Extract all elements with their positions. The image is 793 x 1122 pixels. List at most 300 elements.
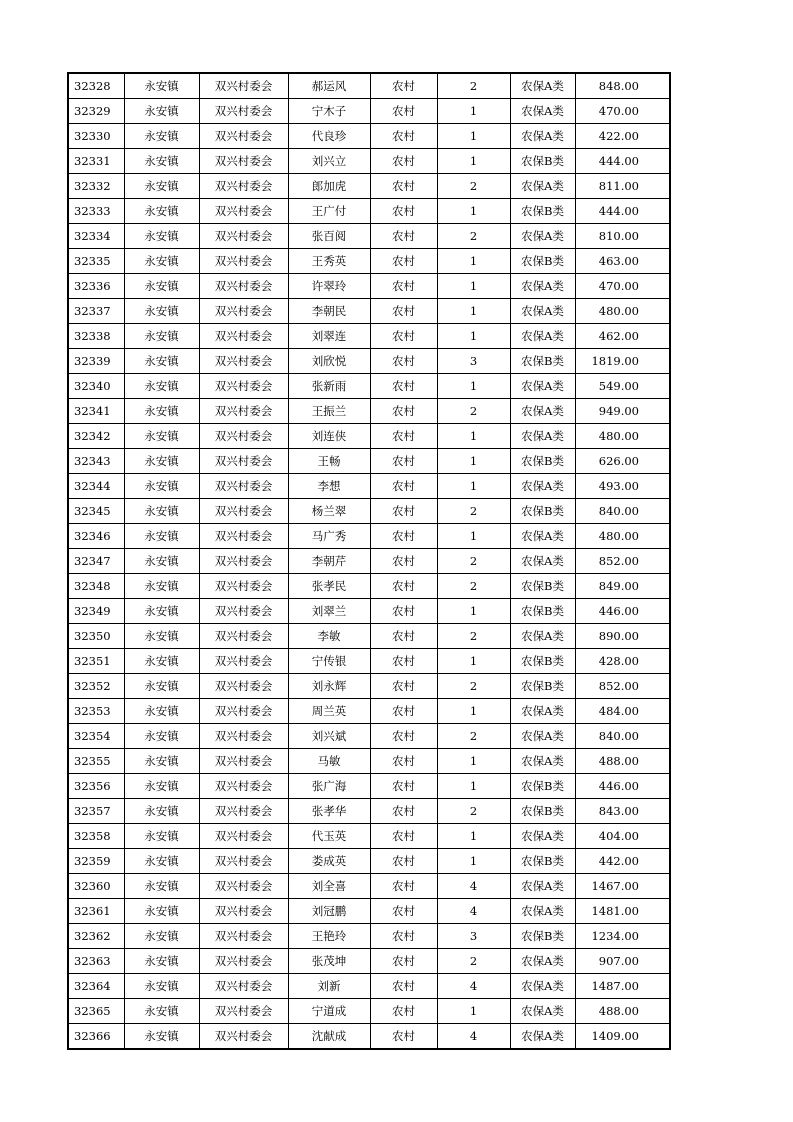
- village-committee-cell: 双兴村委会: [199, 99, 288, 124]
- area-cell: 农村: [370, 224, 437, 249]
- village-committee-cell: 双兴村委会: [199, 774, 288, 799]
- area-cell: 农村: [370, 549, 437, 574]
- insurance-category-cell: 农保A类: [510, 974, 575, 999]
- town-cell: 永安镇: [124, 399, 199, 424]
- village-committee-cell: 双兴村委会: [199, 274, 288, 299]
- household-count-cell: 2: [437, 499, 510, 524]
- insurance-category-cell: 农保A类: [510, 724, 575, 749]
- name-cell: 王畅: [288, 449, 370, 474]
- table-row: [68, 674, 670, 699]
- household-count-cell: 1: [437, 149, 510, 174]
- table-row: [68, 549, 670, 574]
- town-cell: 永安镇: [124, 524, 199, 549]
- village-committee-cell: 双兴村委会: [199, 174, 288, 199]
- town-cell: 永安镇: [124, 99, 199, 124]
- village-committee-cell: 双兴村委会: [199, 649, 288, 674]
- insurance-category-cell: 农保A类: [510, 374, 575, 399]
- name-cell: 刘翠连: [288, 324, 370, 349]
- village-committee-cell: 双兴村委会: [199, 924, 288, 949]
- area-cell: 农村: [370, 724, 437, 749]
- amount-cell: 949.00: [575, 399, 670, 424]
- amount-cell: 811.00: [575, 174, 670, 199]
- town-cell: 永安镇: [124, 874, 199, 899]
- table-row: [68, 824, 670, 849]
- table-row: [68, 924, 670, 949]
- amount-cell: 428.00: [575, 649, 670, 674]
- insurance-category-cell: 农保B类: [510, 349, 575, 374]
- amount-cell: 462.00: [575, 324, 670, 349]
- name-cell: 许翠玲: [288, 274, 370, 299]
- village-committee-cell: 双兴村委会: [199, 724, 288, 749]
- area-cell: 农村: [370, 124, 437, 149]
- name-cell: 李朝民: [288, 299, 370, 324]
- insurance-category-cell: 农保A类: [510, 174, 575, 199]
- area-cell: 农村: [370, 949, 437, 974]
- insurance-category-cell: 农保A类: [510, 124, 575, 149]
- town-cell: 永安镇: [124, 624, 199, 649]
- village-committee-cell: 双兴村委会: [199, 1024, 288, 1050]
- amount-cell: 444.00: [575, 149, 670, 174]
- record-id-cell: 32330: [68, 124, 124, 149]
- town-cell: 永安镇: [124, 749, 199, 774]
- amount-cell: 848.00: [575, 73, 670, 99]
- village-committee-cell: 双兴村委会: [199, 699, 288, 724]
- name-cell: 沈献成: [288, 1024, 370, 1050]
- table-row: [68, 574, 670, 599]
- village-committee-cell: 双兴村委会: [199, 549, 288, 574]
- area-cell: 农村: [370, 374, 437, 399]
- area-cell: 农村: [370, 499, 437, 524]
- name-cell: 王振兰: [288, 399, 370, 424]
- household-count-cell: 1: [437, 424, 510, 449]
- household-count-cell: 1: [437, 824, 510, 849]
- village-committee-cell: 双兴村委会: [199, 73, 288, 99]
- table-row: [68, 324, 670, 349]
- insurance-category-cell: 农保B类: [510, 149, 575, 174]
- table-row: [68, 699, 670, 724]
- amount-cell: 849.00: [575, 574, 670, 599]
- record-id-cell: 32357: [68, 799, 124, 824]
- town-cell: 永安镇: [124, 224, 199, 249]
- town-cell: 永安镇: [124, 574, 199, 599]
- record-id-cell: 32355: [68, 749, 124, 774]
- record-id-cell: 32364: [68, 974, 124, 999]
- town-cell: 永安镇: [124, 149, 199, 174]
- table-row: [68, 649, 670, 674]
- area-cell: 农村: [370, 274, 437, 299]
- amount-cell: 444.00: [575, 199, 670, 224]
- insurance-category-cell: 农保A类: [510, 324, 575, 349]
- town-cell: 永安镇: [124, 324, 199, 349]
- area-cell: 农村: [370, 924, 437, 949]
- name-cell: 娄成英: [288, 849, 370, 874]
- record-id-cell: 32350: [68, 624, 124, 649]
- insurance-category-cell: 农保A类: [510, 824, 575, 849]
- record-id-cell: 32358: [68, 824, 124, 849]
- insurance-category-cell: 农保A类: [510, 549, 575, 574]
- household-count-cell: 1: [437, 249, 510, 274]
- insurance-category-cell: 农保B类: [510, 449, 575, 474]
- insurance-category-cell: 农保B类: [510, 499, 575, 524]
- household-count-cell: 2: [437, 73, 510, 99]
- name-cell: 刘兴立: [288, 149, 370, 174]
- area-cell: 农村: [370, 649, 437, 674]
- record-id-cell: 32328: [68, 73, 124, 99]
- household-count-cell: 1: [437, 199, 510, 224]
- town-cell: 永安镇: [124, 73, 199, 99]
- town-cell: 永安镇: [124, 349, 199, 374]
- village-committee-cell: 双兴村委会: [199, 899, 288, 924]
- table-row: [68, 224, 670, 249]
- name-cell: 王广付: [288, 199, 370, 224]
- insurance-category-cell: 农保A类: [510, 699, 575, 724]
- table-row: [68, 599, 670, 624]
- town-cell: 永安镇: [124, 174, 199, 199]
- household-count-cell: 1: [437, 274, 510, 299]
- town-cell: 永安镇: [124, 699, 199, 724]
- town-cell: 永安镇: [124, 999, 199, 1024]
- record-id-cell: 32352: [68, 674, 124, 699]
- town-cell: 永安镇: [124, 724, 199, 749]
- record-id-cell: 32360: [68, 874, 124, 899]
- insurance-category-cell: 农保A类: [510, 399, 575, 424]
- town-cell: 永安镇: [124, 124, 199, 149]
- village-committee-cell: 双兴村委会: [199, 524, 288, 549]
- town-cell: 永安镇: [124, 1024, 199, 1050]
- record-id-cell: 32348: [68, 574, 124, 599]
- record-id-cell: 32345: [68, 499, 124, 524]
- household-count-cell: 4: [437, 874, 510, 899]
- record-id-cell: 32338: [68, 324, 124, 349]
- name-cell: 马敏: [288, 749, 370, 774]
- area-cell: 农村: [370, 749, 437, 774]
- village-committee-cell: 双兴村委会: [199, 499, 288, 524]
- town-cell: 永安镇: [124, 899, 199, 924]
- name-cell: 刘全喜: [288, 874, 370, 899]
- town-cell: 永安镇: [124, 249, 199, 274]
- table-row: [68, 399, 670, 424]
- insurance-category-cell: 农保B类: [510, 924, 575, 949]
- household-count-cell: 2: [437, 724, 510, 749]
- area-cell: 农村: [370, 424, 437, 449]
- amount-cell: 626.00: [575, 449, 670, 474]
- amount-cell: 493.00: [575, 474, 670, 499]
- insurance-category-cell: 农保B类: [510, 799, 575, 824]
- area-cell: 农村: [370, 474, 437, 499]
- insurance-category-cell: 农保A类: [510, 474, 575, 499]
- amount-cell: 852.00: [575, 549, 670, 574]
- town-cell: 永安镇: [124, 424, 199, 449]
- table-row: [68, 449, 670, 474]
- amount-cell: 1819.00: [575, 349, 670, 374]
- record-id-cell: 32354: [68, 724, 124, 749]
- area-cell: 农村: [370, 73, 437, 99]
- area-cell: 农村: [370, 674, 437, 699]
- name-cell: 杨兰翠: [288, 499, 370, 524]
- insurance-category-cell: 农保B类: [510, 249, 575, 274]
- area-cell: 农村: [370, 449, 437, 474]
- name-cell: 刘冠鹏: [288, 899, 370, 924]
- amount-cell: 488.00: [575, 749, 670, 774]
- town-cell: 永安镇: [124, 799, 199, 824]
- record-id-cell: 32336: [68, 274, 124, 299]
- insurance-category-cell: 农保B类: [510, 199, 575, 224]
- household-count-cell: 1: [437, 849, 510, 874]
- insurance-category-cell: 农保A类: [510, 749, 575, 774]
- table-row: [68, 774, 670, 799]
- household-count-cell: 4: [437, 974, 510, 999]
- area-cell: 农村: [370, 249, 437, 274]
- town-cell: 永安镇: [124, 924, 199, 949]
- name-cell: 张广海: [288, 774, 370, 799]
- village-committee-cell: 双兴村委会: [199, 249, 288, 274]
- name-cell: 王艳玲: [288, 924, 370, 949]
- village-committee-cell: 双兴村委会: [199, 399, 288, 424]
- insurance-category-cell: 农保A类: [510, 524, 575, 549]
- record-id-cell: 32340: [68, 374, 124, 399]
- name-cell: 王秀英: [288, 249, 370, 274]
- name-cell: 张茂坤: [288, 949, 370, 974]
- household-count-cell: 2: [437, 674, 510, 699]
- village-committee-cell: 双兴村委会: [199, 749, 288, 774]
- name-cell: 周兰英: [288, 699, 370, 724]
- town-cell: 永安镇: [124, 674, 199, 699]
- village-committee-cell: 双兴村委会: [199, 624, 288, 649]
- record-id-cell: 32349: [68, 599, 124, 624]
- insurance-category-cell: 农保A类: [510, 224, 575, 249]
- record-id-cell: 32347: [68, 549, 124, 574]
- amount-cell: 480.00: [575, 524, 670, 549]
- household-count-cell: 1: [437, 699, 510, 724]
- insurance-category-cell: 农保A类: [510, 274, 575, 299]
- household-count-cell: 2: [437, 799, 510, 824]
- town-cell: 永安镇: [124, 274, 199, 299]
- insurance-category-cell: 农保B类: [510, 574, 575, 599]
- table-row: [68, 149, 670, 174]
- insurance-category-cell: 农保A类: [510, 999, 575, 1024]
- amount-cell: 446.00: [575, 774, 670, 799]
- name-cell: 刘翠兰: [288, 599, 370, 624]
- town-cell: 永安镇: [124, 549, 199, 574]
- table-row: [68, 874, 670, 899]
- insurance-category-cell: 农保A类: [510, 299, 575, 324]
- table-row: [68, 374, 670, 399]
- name-cell: 刘永辉: [288, 674, 370, 699]
- household-count-cell: 2: [437, 949, 510, 974]
- table-row: [68, 724, 670, 749]
- record-id-cell: 32351: [68, 649, 124, 674]
- town-cell: 永安镇: [124, 499, 199, 524]
- record-id-cell: 32341: [68, 399, 124, 424]
- town-cell: 永安镇: [124, 949, 199, 974]
- record-id-cell: 32365: [68, 999, 124, 1024]
- amount-cell: 422.00: [575, 124, 670, 149]
- table-row: [68, 299, 670, 324]
- village-committee-cell: 双兴村委会: [199, 599, 288, 624]
- name-cell: 刘连侠: [288, 424, 370, 449]
- amount-cell: 480.00: [575, 299, 670, 324]
- name-cell: 李敏: [288, 624, 370, 649]
- area-cell: 农村: [370, 299, 437, 324]
- household-count-cell: 1: [437, 749, 510, 774]
- area-cell: 农村: [370, 599, 437, 624]
- insurance-category-cell: 农保A类: [510, 1024, 575, 1050]
- name-cell: 代良珍: [288, 124, 370, 149]
- village-committee-cell: 双兴村委会: [199, 449, 288, 474]
- household-count-cell: 3: [437, 349, 510, 374]
- household-count-cell: 1: [437, 524, 510, 549]
- village-committee-cell: 双兴村委会: [199, 424, 288, 449]
- insurance-category-cell: 农保A类: [510, 874, 575, 899]
- area-cell: 农村: [370, 349, 437, 374]
- village-committee-cell: 双兴村委会: [199, 824, 288, 849]
- table-row: [68, 849, 670, 874]
- record-id-cell: 32329: [68, 99, 124, 124]
- town-cell: 永安镇: [124, 824, 199, 849]
- village-committee-cell: 双兴村委会: [199, 999, 288, 1024]
- record-id-cell: 32346: [68, 524, 124, 549]
- household-count-cell: 1: [437, 774, 510, 799]
- town-cell: 永安镇: [124, 199, 199, 224]
- area-cell: 农村: [370, 849, 437, 874]
- town-cell: 永安镇: [124, 774, 199, 799]
- household-count-cell: 1: [437, 374, 510, 399]
- name-cell: 郎加虎: [288, 174, 370, 199]
- amount-cell: 1467.00: [575, 874, 670, 899]
- household-count-cell: 1: [437, 299, 510, 324]
- table-row: [68, 949, 670, 974]
- document-page: [67, 72, 671, 1050]
- area-cell: 农村: [370, 99, 437, 124]
- area-cell: 农村: [370, 174, 437, 199]
- name-cell: 宁木子: [288, 99, 370, 124]
- area-cell: 农村: [370, 524, 437, 549]
- record-id-cell: 32332: [68, 174, 124, 199]
- insurance-category-cell: 农保B类: [510, 674, 575, 699]
- household-count-cell: 2: [437, 574, 510, 599]
- record-id-cell: 32344: [68, 474, 124, 499]
- area-cell: 农村: [370, 824, 437, 849]
- record-id-cell: 32339: [68, 349, 124, 374]
- amount-cell: 442.00: [575, 849, 670, 874]
- record-id-cell: 32361: [68, 899, 124, 924]
- table-row: [68, 274, 670, 299]
- area-cell: 农村: [370, 149, 437, 174]
- village-committee-cell: 双兴村委会: [199, 974, 288, 999]
- record-id-cell: 32356: [68, 774, 124, 799]
- table-row: [68, 199, 670, 224]
- household-count-cell: 1: [437, 649, 510, 674]
- area-cell: 农村: [370, 799, 437, 824]
- amount-cell: 1487.00: [575, 974, 670, 999]
- area-cell: 农村: [370, 999, 437, 1024]
- area-cell: 农村: [370, 624, 437, 649]
- area-cell: 农村: [370, 574, 437, 599]
- insurance-category-cell: 农保B类: [510, 774, 575, 799]
- name-cell: 刘新: [288, 974, 370, 999]
- table-row: [68, 73, 670, 99]
- village-committee-cell: 双兴村委会: [199, 849, 288, 874]
- household-count-cell: 1: [437, 599, 510, 624]
- amount-cell: 488.00: [575, 999, 670, 1024]
- record-id-cell: 32363: [68, 949, 124, 974]
- record-id-cell: 32331: [68, 149, 124, 174]
- record-id-cell: 32359: [68, 849, 124, 874]
- record-id-cell: 32353: [68, 699, 124, 724]
- village-committee-cell: 双兴村委会: [199, 149, 288, 174]
- amount-cell: 1234.00: [575, 924, 670, 949]
- household-count-cell: 2: [437, 174, 510, 199]
- table-row: [68, 424, 670, 449]
- name-cell: 刘欣悦: [288, 349, 370, 374]
- name-cell: 宁传银: [288, 649, 370, 674]
- amount-cell: 484.00: [575, 699, 670, 724]
- amount-cell: 852.00: [575, 674, 670, 699]
- record-id-cell: 32335: [68, 249, 124, 274]
- record-id-cell: 32343: [68, 449, 124, 474]
- record-id-cell: 32362: [68, 924, 124, 949]
- amount-cell: 470.00: [575, 274, 670, 299]
- table-row: [68, 249, 670, 274]
- record-id-cell: 32342: [68, 424, 124, 449]
- village-committee-cell: 双兴村委会: [199, 299, 288, 324]
- table-row: [68, 124, 670, 149]
- area-cell: 农村: [370, 324, 437, 349]
- name-cell: 张孝华: [288, 799, 370, 824]
- town-cell: 永安镇: [124, 374, 199, 399]
- insurance-category-cell: 农保B类: [510, 649, 575, 674]
- insurance-category-cell: 农保B类: [510, 599, 575, 624]
- household-count-cell: 1: [437, 324, 510, 349]
- village-committee-cell: 双兴村委会: [199, 374, 288, 399]
- name-cell: 张孝民: [288, 574, 370, 599]
- record-id-cell: 32333: [68, 199, 124, 224]
- amount-cell: 549.00: [575, 374, 670, 399]
- table-row: [68, 499, 670, 524]
- village-committee-cell: 双兴村委会: [199, 674, 288, 699]
- village-committee-cell: 双兴村委会: [199, 474, 288, 499]
- village-committee-cell: 双兴村委会: [199, 799, 288, 824]
- table-row: [68, 1024, 670, 1050]
- table-row: [68, 349, 670, 374]
- area-cell: 农村: [370, 699, 437, 724]
- town-cell: 永安镇: [124, 449, 199, 474]
- table-row: [68, 624, 670, 649]
- household-count-cell: 1: [437, 474, 510, 499]
- insurance-category-cell: 农保B类: [510, 849, 575, 874]
- table-row: [68, 749, 670, 774]
- household-count-cell: 1: [437, 124, 510, 149]
- amount-cell: 446.00: [575, 599, 670, 624]
- household-count-cell: 2: [437, 224, 510, 249]
- village-committee-cell: 双兴村委会: [199, 349, 288, 374]
- insurance-category-cell: 农保A类: [510, 949, 575, 974]
- table-row: [68, 174, 670, 199]
- table-row: [68, 474, 670, 499]
- village-committee-cell: 双兴村委会: [199, 574, 288, 599]
- household-count-cell: 1: [437, 449, 510, 474]
- area-cell: 农村: [370, 974, 437, 999]
- name-cell: 宁道成: [288, 999, 370, 1024]
- name-cell: 马广秀: [288, 524, 370, 549]
- area-cell: 农村: [370, 399, 437, 424]
- name-cell: 李想: [288, 474, 370, 499]
- table-row: [68, 799, 670, 824]
- amount-cell: 1409.00: [575, 1024, 670, 1050]
- amount-cell: 404.00: [575, 824, 670, 849]
- town-cell: 永安镇: [124, 599, 199, 624]
- amount-cell: 470.00: [575, 99, 670, 124]
